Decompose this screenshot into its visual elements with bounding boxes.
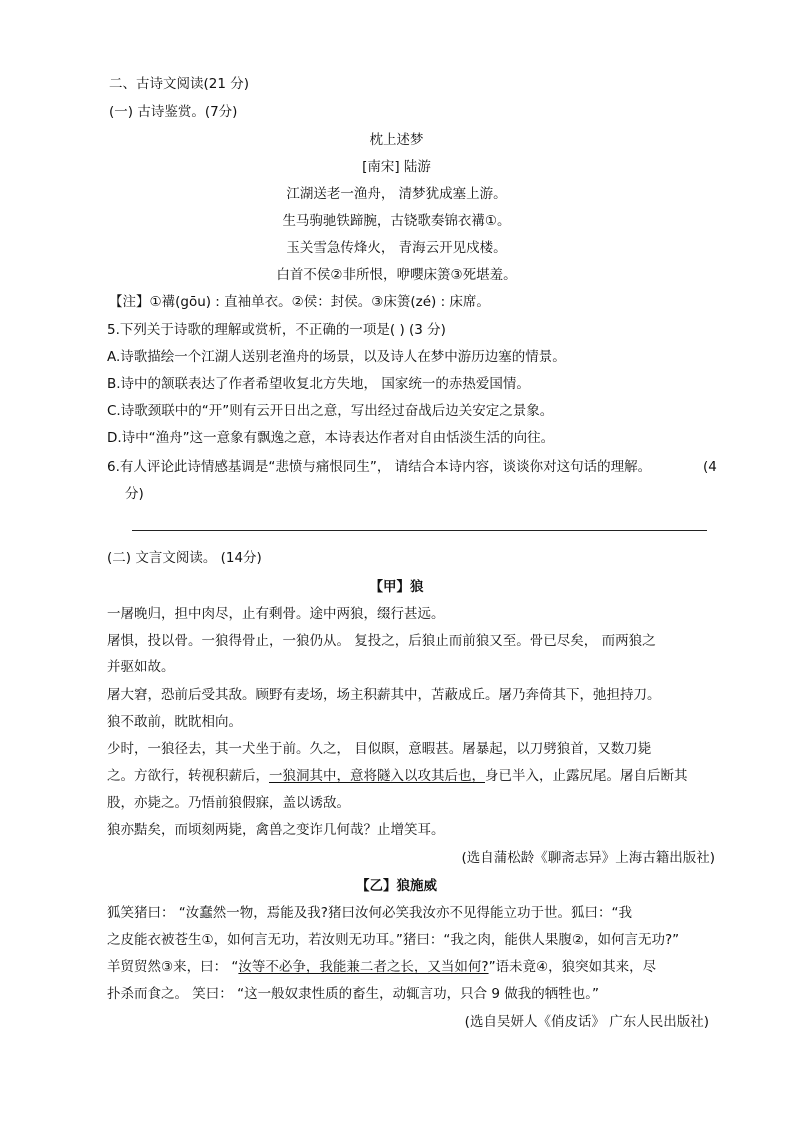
- jia-paragraph: 屠惧，投以骨。一狼得骨止，一狼仍从。 复投之，后狼止而前狼又至。骨已尽矣， 而两狼之: [107, 633, 656, 649]
- q5-option-b: B.诗中的颔联表达了作者希望收复北方失地， 国家统一的赤热爱国情。: [107, 376, 530, 392]
- passage-jia-title: 【甲】狼: [369, 579, 424, 595]
- q6-score-cont: 分): [125, 486, 144, 502]
- part2-heading: (二) 文言文阅读。 (14分): [107, 550, 262, 566]
- yi-paragraph-cont: 之皮能衣被苍生①，如何言无功，若汝则无功耳。”猪曰：“我之肉，能供人果腹②，如何言无功?”: [107, 932, 680, 948]
- jia-paragraph-cont: 股，亦毙之。乃悟前狼假寐，盖以诱敌。: [107, 795, 350, 811]
- yi-text: ”语未竟④，狼突如其来，尽: [488, 959, 657, 975]
- q5-option-a: A.诗歌描绘一个江湖人送别老渔舟的场景，以及诗人在梦中游历边塞的情景。: [107, 349, 566, 365]
- q6-stem: 6.有人评论此诗情感基调是“悲愤与痛恨同生”， 请结合本诗内容，谈谈你对这句话的理解。: [107, 459, 652, 475]
- jia-paragraph-cont: [107, 766, 688, 786]
- poem-line: 江湖送老一渔舟， 清梦犹成塞上游。: [286, 186, 507, 202]
- yi-text: 羊贸贸然③来，曰： “: [107, 959, 239, 975]
- poem-author: [南宋] 陆游: [362, 159, 431, 175]
- yi-paragraph-cont: [107, 957, 656, 977]
- poem-line: 玉关雪急传烽火， 青海云开见戍楼。: [286, 240, 507, 256]
- underlined-sentence: 一狼洞其中，意将隧入以攻其后也，: [269, 768, 485, 784]
- answer-line[interactable]: [132, 530, 707, 531]
- passage-yi-title: 【乙】狼施威: [356, 878, 437, 894]
- q5-option-d: D.诗中“渔舟”这一意象有飘逸之意，本诗表达作者对自由恬淡生活的向往。: [107, 430, 555, 446]
- yi-source: (选自吴妍人《俏皮话》 广东人民出版社): [464, 1014, 709, 1030]
- jia-paragraph: 一屠晚归，担中肉尽，止有剩骨。途中两狼，缀行甚远。: [107, 606, 445, 622]
- jia-paragraph-cont: 并驱如故。: [107, 659, 175, 675]
- section-title: 二、古诗文阅读(21 分): [109, 76, 250, 92]
- jia-paragraph: 少时，一狼径去，其一犬坐于前。久之， 目似瞑，意暇甚。屠暴起，以刀劈狼首，又数刀毙: [107, 741, 652, 757]
- jia-text: 之。方欲行，转视积薪后，: [107, 768, 269, 784]
- yi-paragraph: 狐笑猪曰： “汝蠢然一物，焉能及我?猪曰汝何必笑我汝亦不见得能立功于世。狐曰：“我: [107, 905, 632, 921]
- poem-title: 枕上述梦: [369, 132, 424, 148]
- jia-paragraph-cont: 狼不敢前，眈眈相向。: [107, 714, 242, 730]
- jia-paragraph: 屠大窘，恐前后受其敌。顾野有麦场，场主积薪其中，苫蔽成丘。屠乃奔倚其下，弛担持刀。: [107, 687, 661, 703]
- underlined-sentence: 汝等不必争，我能兼二者之长，又当如何?: [238, 959, 489, 975]
- jia-text: 身已半入，止露尻尾。屠自后断其: [485, 768, 688, 784]
- jia-paragraph: 狼亦黠矣，而顷刻两毙，禽兽之变诈几何哉？止增笑耳。: [107, 822, 445, 838]
- q5-option-c: C.诗歌颈联中的“开”则有云开日出之意，写出经过奋战后边关安定之景象。: [107, 403, 554, 419]
- q5-stem: 5.下列关于诗歌的理解或赏析，不正确的一项是( ) (3 分): [107, 322, 446, 338]
- poem-note: 【注】①褠(gōu) : 直袖单衣。②侯：封侯。③床箦(zé) : 床席。: [109, 294, 490, 310]
- q6-score: (4: [703, 459, 717, 475]
- part1-heading: (一) 古诗鉴赏。(7分): [109, 104, 238, 120]
- poem-line: 白首不侯②非所恨，咿嚶床箦③死堪羞。: [276, 267, 517, 283]
- yi-paragraph-cont: 扑杀而食之。 笑曰： “这一般奴隶性质的畜生，动辄言功，只合 9 做我的牺牲也。”: [107, 986, 599, 1002]
- jia-source: (选自蒲松龄《聊斋志异》上海古籍出版社): [461, 850, 715, 866]
- poem-line: 生马驹驰铁蹄腕，古铙歌奏锦衣褠①。: [282, 213, 511, 229]
